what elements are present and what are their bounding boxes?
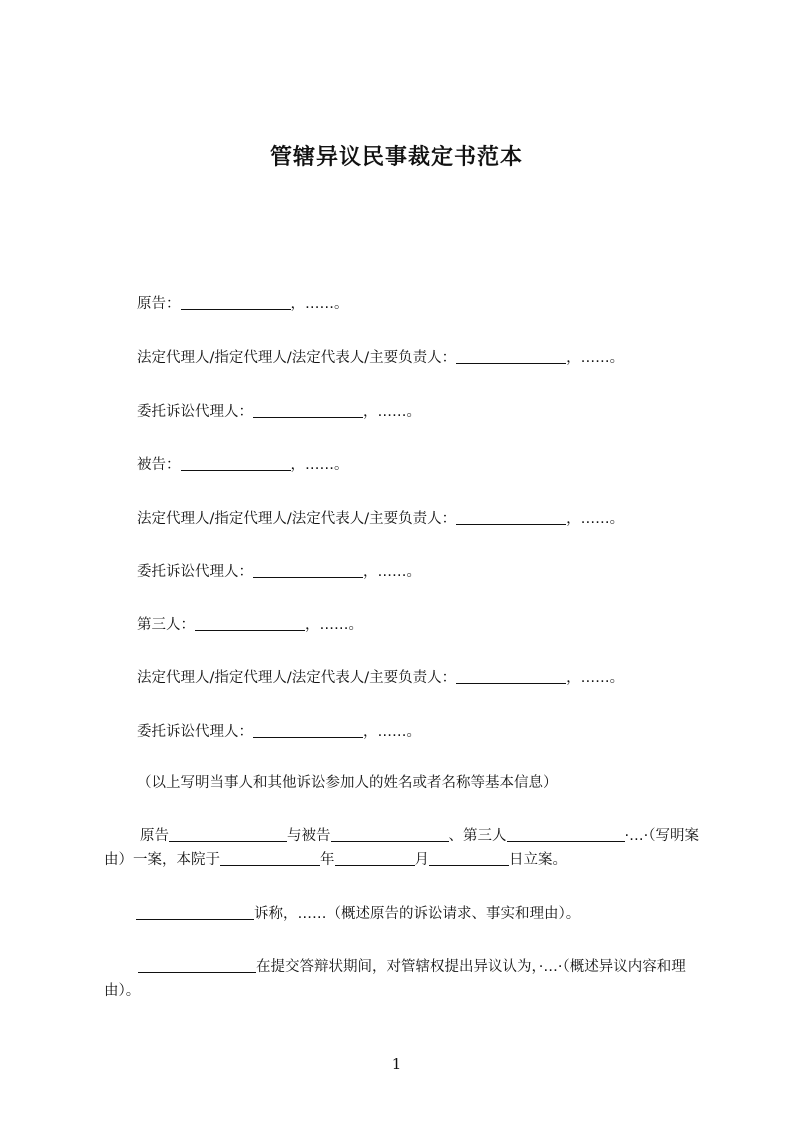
party-label: 第三人：: [137, 617, 195, 633]
party-label: 委托诉讼代理人：: [137, 724, 253, 740]
party-suffix: ，……。: [566, 670, 625, 686]
party-suffix: ，……。: [566, 511, 625, 527]
fill-blank: [195, 616, 305, 631]
party-suffix: ，……。: [290, 457, 349, 473]
document-title: 管辖异议民事裁定书范本: [269, 145, 523, 170]
party-label: 原告：: [137, 296, 181, 312]
fill-blank: [169, 827, 287, 842]
fill-blank: [138, 958, 256, 973]
p1-day: 日立案。: [509, 852, 567, 868]
parties-note: （以上写明当事人和其他诉讼参加人的姓名或者名称等基本信息）: [137, 775, 558, 791]
party-label: 被告：: [137, 457, 181, 473]
fill-blank: [335, 851, 415, 866]
party-line-defendant-representative: [137, 507, 624, 528]
party-suffix: ，……。: [305, 617, 363, 633]
party-line-defendant: [137, 453, 349, 474]
p1-third-party: 、第三人: [448, 828, 507, 844]
fill-blank: [456, 510, 566, 525]
party-label: 法定代理人/指定代理人/法定代表人/主要负责人：: [137, 350, 457, 366]
party-label: 委托诉讼代理人：: [137, 404, 253, 420]
party-label: 委托诉讼代理人：: [137, 564, 253, 580]
party-line-plaintiff: [137, 292, 349, 313]
party-suffix: ，……。: [290, 296, 349, 312]
p3-text: 在提交答辩状期间，对管辖权提出异议认为，·…·（概述异议内容和理由）。: [104, 959, 686, 999]
p1-month: 月: [414, 852, 429, 868]
p2-text: 诉称，……（概述原告的诉讼请求、事实和理由）。: [254, 906, 581, 922]
party-label: 法定代理人/指定代理人/法定代表人/主要负责人：: [137, 511, 457, 527]
fill-blank: [507, 827, 625, 842]
p1-plaintiff: 原告: [140, 828, 169, 844]
page-number: 1: [391, 1055, 402, 1073]
party-suffix: ，……。: [363, 404, 421, 420]
fill-blank: [181, 456, 291, 471]
fill-blank: [331, 827, 449, 842]
party-line-plaintiff-representative: [137, 346, 624, 367]
party-label: 法定代理人/指定代理人/法定代表人/主要负责人：: [137, 670, 457, 686]
case-filing-paragraph: [104, 824, 704, 872]
fill-blank: [456, 669, 566, 684]
p1-year: 年: [320, 852, 335, 868]
p1-case-cause: ·…·（写明案由）一案，本院于: [104, 828, 699, 868]
fill-blank: [253, 563, 363, 578]
party-line-plaintiff-agent: [137, 400, 421, 421]
jurisdiction-objection-paragraph: [104, 955, 704, 1003]
fill-blank: [253, 403, 363, 418]
party-suffix: ，……。: [566, 350, 625, 366]
fill-blank: [181, 295, 291, 310]
fill-blank: [136, 905, 254, 920]
fill-blank: [220, 851, 320, 866]
party-line-third-party-agent: [137, 720, 421, 741]
party-line-defendant-agent: [137, 560, 421, 581]
party-line-third-party-representative: [137, 666, 624, 687]
fill-blank: [429, 851, 509, 866]
fill-blank: [456, 349, 566, 364]
party-line-third-party: [137, 613, 363, 634]
fill-blank: [253, 723, 363, 738]
party-suffix: ，……。: [363, 724, 421, 740]
plaintiff-claim-paragraph: [104, 902, 704, 926]
p1-defendant: 与被告: [287, 828, 331, 844]
party-suffix: ，……。: [363, 564, 421, 580]
